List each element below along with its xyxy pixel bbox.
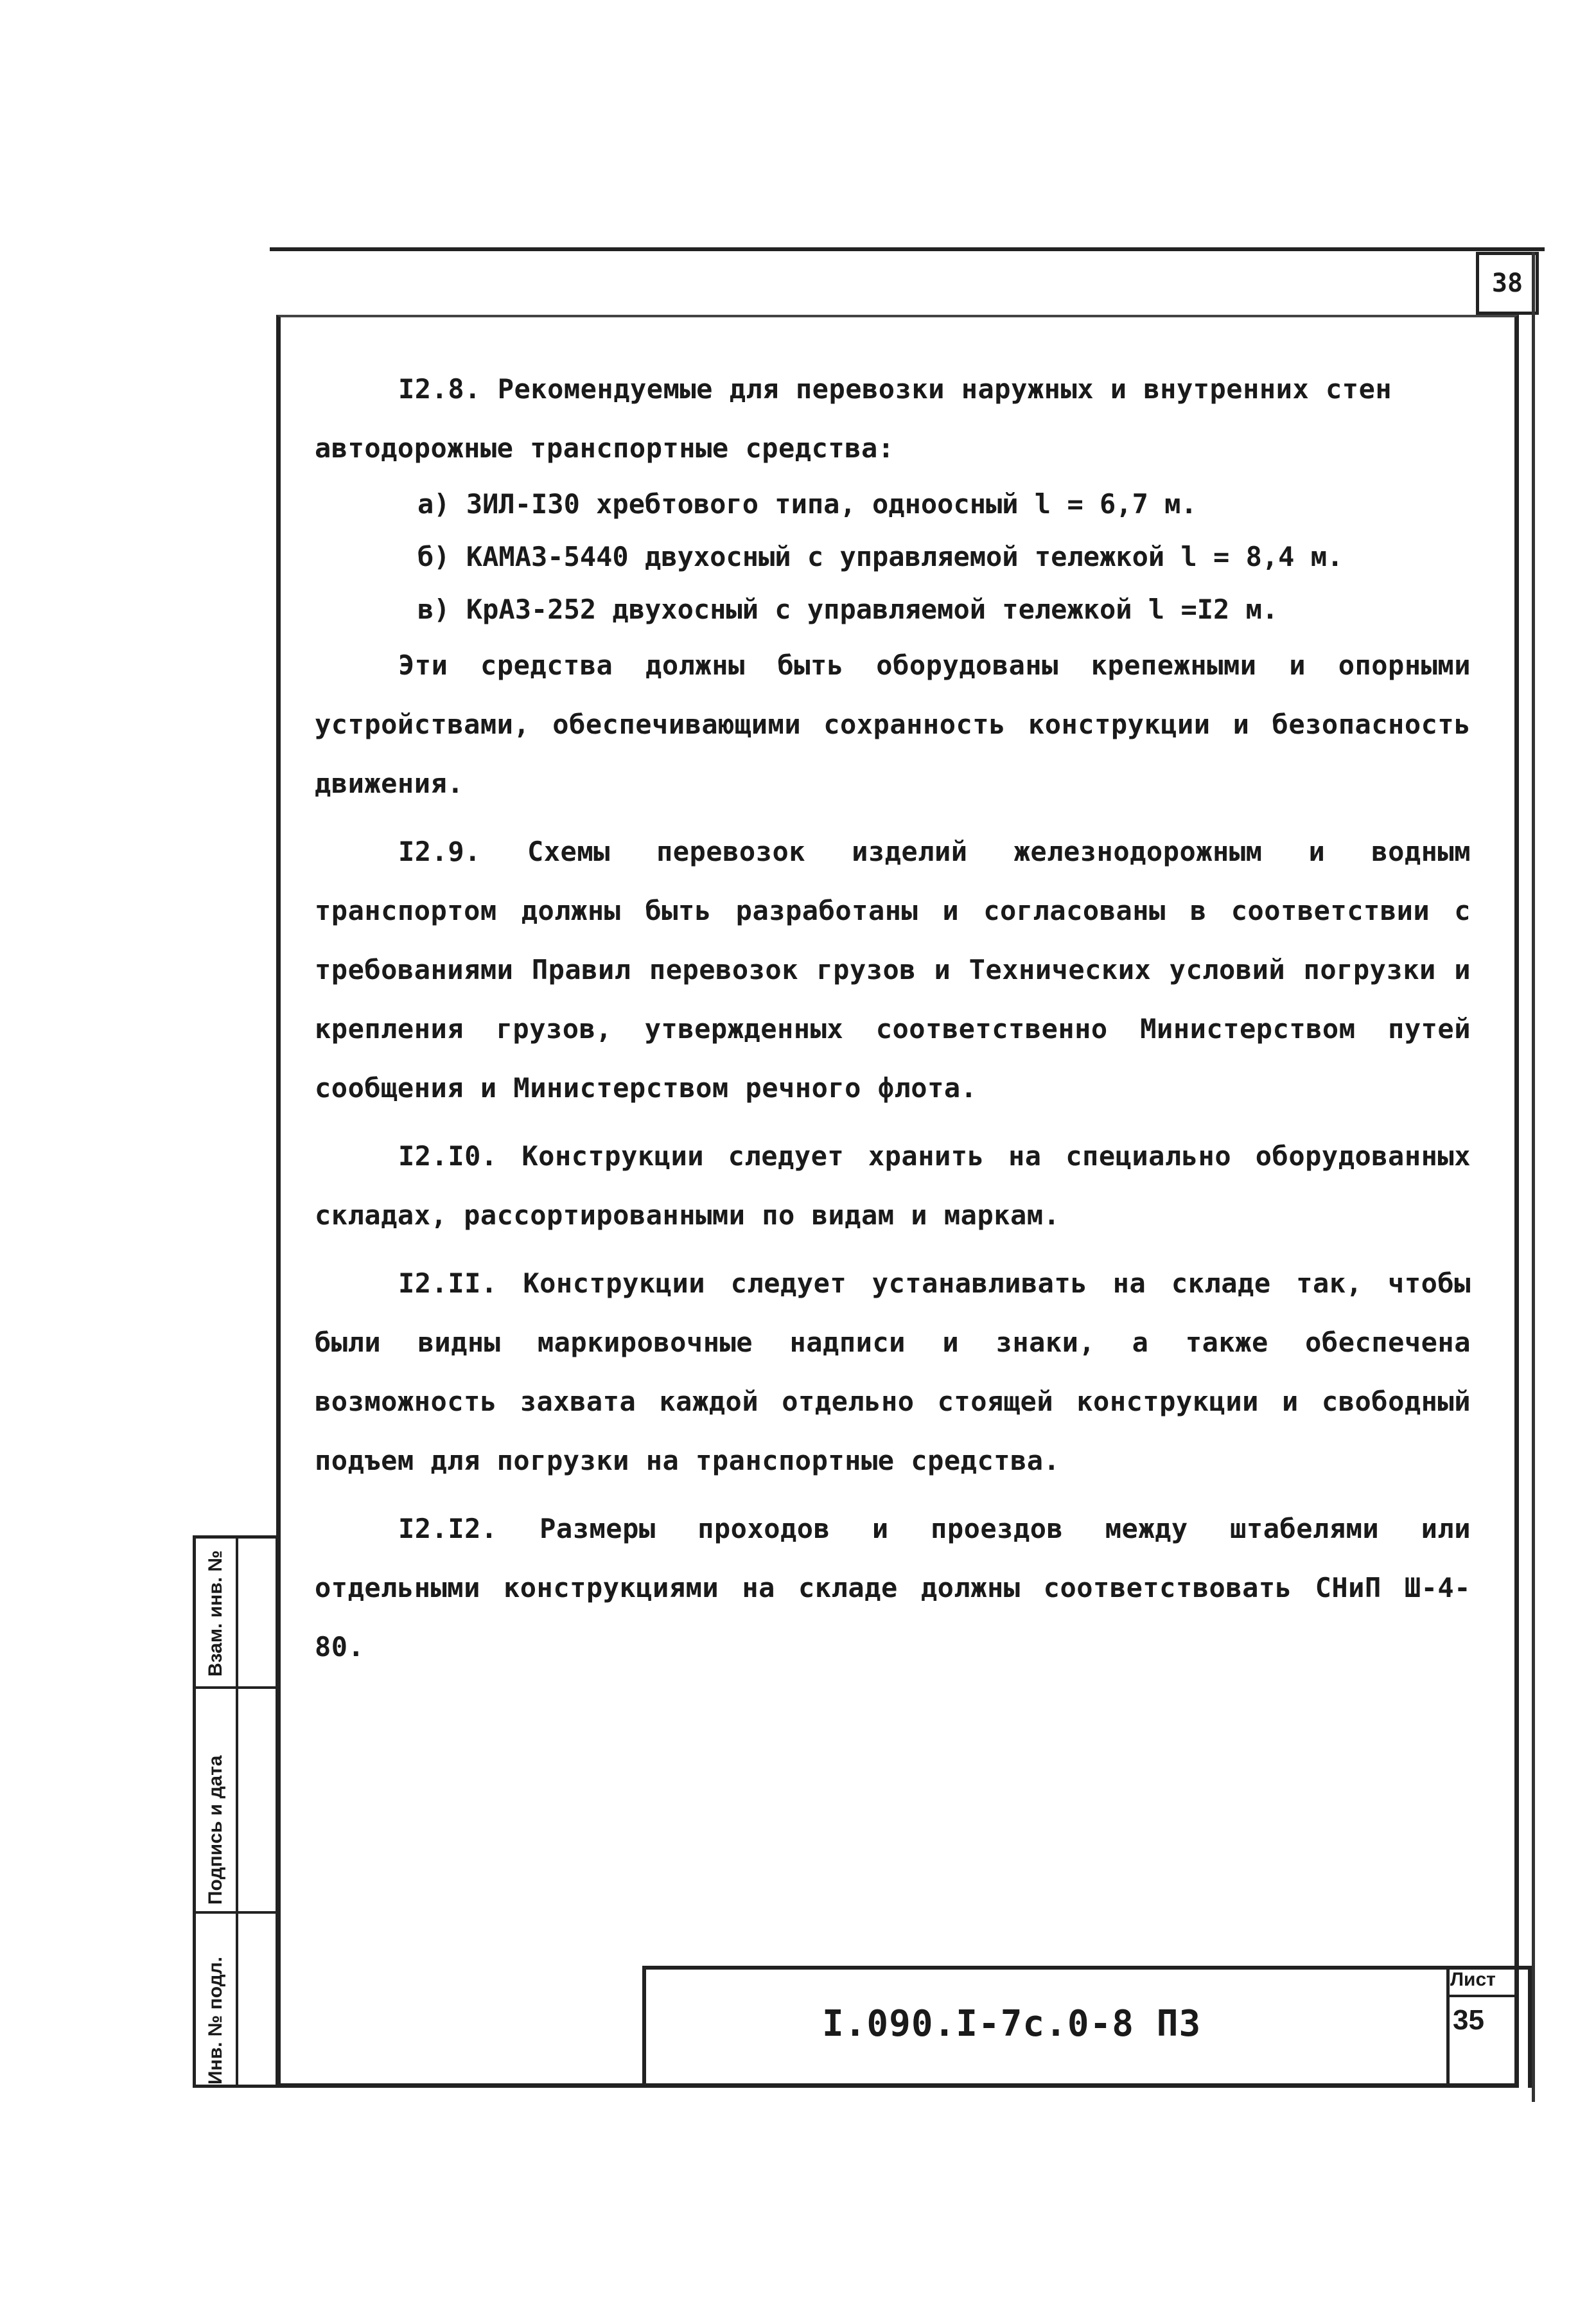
paragraph-12-10: I2.I0. Конструкции следует хранить на специально оборудованных складах, рассортированными по видам и маркам. xyxy=(315,1140,1471,1231)
top-rule xyxy=(270,247,1545,251)
list-item: в) КрАЗ-252 двухосный с управляемой тележкой l =I2 м. xyxy=(417,594,1279,625)
list-item: а) ЗИЛ-I30 хребтового типа, одноосный l = 6,7 м. xyxy=(417,488,1197,520)
sheet-divider xyxy=(1446,1995,1516,1997)
stamp-separator xyxy=(196,1911,276,1914)
stamp-inv-podl: Инв. № подл. xyxy=(205,1956,226,2085)
vehicle-list xyxy=(417,478,1471,636)
paragraph-12-9: I2.9. Схемы перевозок изделий железнодорожным и водным транспортом должны быть разработаны и согласованы в соответствии с требованиями Правил перевозок грузов и Технических условий погрузки и крепления грузов, утвержденных соответственно Министерством путей сообщения и Министерством речного флота. xyxy=(315,836,1471,1104)
stamp-vzam-inv: Взам. инв. № xyxy=(205,1550,226,1677)
left-margin-stamp xyxy=(193,1535,279,2088)
paragraph-equipment: Эти средства должны быть оборудованы крепежными и опорными устройствами, обеспечивающими сохранность конструкции и безопасность движения. xyxy=(315,649,1471,799)
paragraph-12-8-line-2: автодорожные транспортные средства: xyxy=(315,432,895,464)
corner-page-number: 38 xyxy=(1476,252,1539,315)
paragraph-12-11: I2.II. Конструкции следует устанавливать на складе так, чтобы были видны маркировочные надписи и знаки, а также обеспечена возможность захвата каждой отдельно стоящей конструкции и свободный подъем для погрузки на транспортные средства. xyxy=(315,1267,1471,1476)
body-text xyxy=(315,360,1471,1677)
stamp-separator xyxy=(196,1686,276,1689)
paragraph-12-12: I2.I2. Размеры проходов и проездов между штабелями или отдельными конструкциями на складе должны соответствовать СНиП Ш-4-80. xyxy=(315,1513,1471,1663)
document-code: I.090.I-7с.0-8 ПЗ xyxy=(822,2003,1202,2045)
stamp-podpis-data: Подпись и дата xyxy=(205,1755,226,1905)
right-edge-line xyxy=(1532,252,1535,2102)
paragraph-12-8-line-1: I2.8. Рекомендуемые для перевозки наружных и внутренних стен xyxy=(398,373,1392,405)
sheet-label: Лист xyxy=(1450,1969,1496,1990)
sheet-number: 35 xyxy=(1453,2004,1484,2036)
list-item: б) КАМАЗ-5440 двухосный с управляемой тележкой l = 8,4 м. xyxy=(417,541,1344,572)
